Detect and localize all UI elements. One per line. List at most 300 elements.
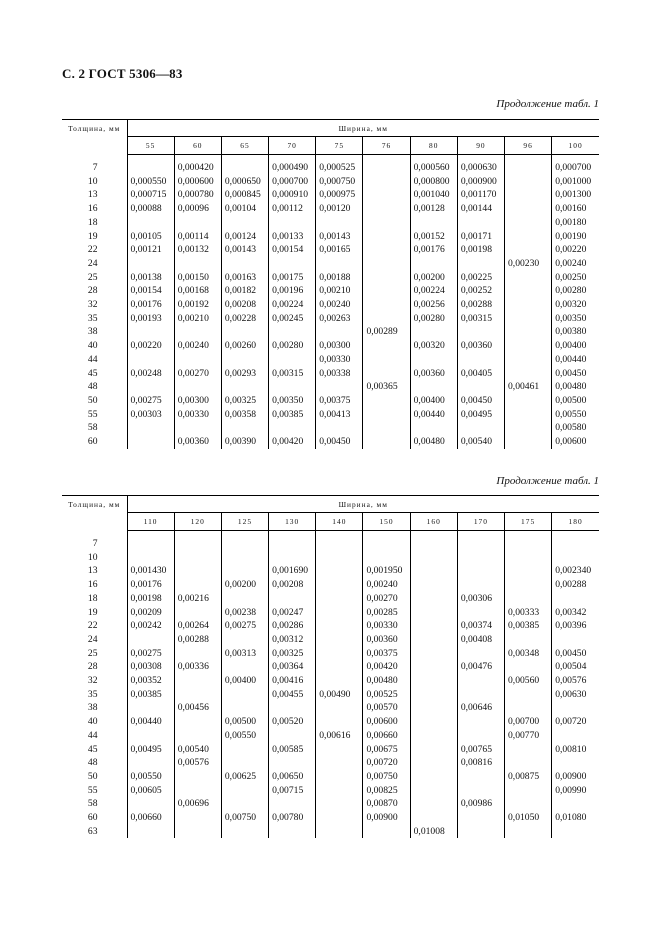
thickness-cell: 35 [62, 688, 127, 702]
value-cell [505, 271, 552, 285]
value-cell: 0,00128 [410, 202, 457, 216]
value-cell [316, 811, 363, 825]
value-cell: 0,00263 [316, 312, 363, 326]
table-row [62, 647, 599, 661]
value-cell [363, 339, 410, 353]
value-cell: 0,00144 [457, 202, 504, 216]
value-cell: 0,00240 [363, 578, 410, 592]
value-cell [127, 797, 174, 811]
value-cell: 0,00104 [221, 202, 268, 216]
value-cell: 0,00550 [127, 770, 174, 784]
value-cell [269, 380, 316, 394]
value-cell: 0,00450 [555, 367, 587, 379]
value-cell [505, 175, 552, 189]
thickness-cell: 10 [62, 175, 127, 189]
value-cell [221, 756, 268, 770]
value-cell: 0,00165 [316, 243, 363, 257]
value-cell [174, 537, 221, 551]
value-cell [221, 743, 268, 757]
value-cell: 0,00154 [269, 243, 316, 257]
value-cell: 0,000650 [221, 175, 268, 189]
value-cell: 0,00700 [505, 715, 552, 729]
value-cell: 0,00350 [269, 394, 316, 408]
value-cell: 0,00495 [127, 743, 174, 757]
value-cell: 0,000910 [269, 188, 316, 202]
value-cell [505, 312, 552, 326]
value-cell [552, 797, 599, 811]
value-cell [410, 784, 457, 798]
value-cell [316, 551, 363, 565]
value-cell [221, 325, 268, 339]
value-cell: 0,00275 [127, 394, 174, 408]
width-header: Ширина, мм [127, 496, 599, 513]
value-cell [221, 660, 268, 674]
width-column-header: 140 [316, 513, 363, 531]
table-row [62, 202, 599, 216]
value-cell: 0,00308 [127, 660, 174, 674]
thickness-cell: 44 [62, 729, 127, 743]
value-cell [316, 701, 363, 715]
value-cell [363, 367, 410, 381]
value-cell: 0,00365 [363, 380, 410, 394]
value-cell [505, 325, 552, 339]
value-cell: 0,00360 [410, 367, 457, 381]
value-cell: 0,00456 [174, 701, 221, 715]
table-row [62, 784, 599, 798]
thickness-cell: 18 [62, 216, 127, 230]
value-cell: 0,00550 [221, 729, 268, 743]
value-cell: 0,00400 [410, 394, 457, 408]
value-cell: 0,00264 [174, 619, 221, 633]
value-cell [410, 380, 457, 394]
thickness-cell: 50 [62, 394, 127, 408]
value-cell: 0,00490 [316, 688, 363, 702]
table-row [62, 435, 599, 449]
width-column-header: 96 [505, 137, 552, 155]
value-cell: 0,00560 [505, 674, 552, 688]
value-cell: 0,00408 [457, 633, 504, 647]
thickness-cell: 32 [62, 674, 127, 688]
thickness-cell: 63 [62, 825, 127, 839]
value-cell: 0,001300 [555, 189, 592, 201]
value-cell [363, 537, 410, 551]
value-cell: 0,01080 [555, 812, 587, 824]
value-cell: 0,00646 [457, 701, 504, 715]
value-cell [363, 312, 410, 326]
value-cell: 0,00190 [555, 230, 587, 242]
thickness-cell: 40 [62, 715, 127, 729]
table-row [62, 312, 599, 326]
value-cell: 0,00600 [363, 715, 410, 729]
table-row [62, 175, 599, 189]
value-cell: 0,001950 [363, 564, 410, 578]
value-cell: 0,00224 [410, 284, 457, 298]
value-cell [363, 257, 410, 271]
value-cell: 0,00390 [221, 435, 268, 449]
thickness-cell: 19 [62, 606, 127, 620]
value-cell: 0,00750 [363, 770, 410, 784]
value-cell [269, 353, 316, 367]
thickness-cell: 44 [62, 353, 127, 367]
value-cell [316, 784, 363, 798]
value-cell [363, 175, 410, 189]
value-cell: 0,00160 [555, 203, 587, 215]
value-cell: 0,00112 [269, 202, 316, 216]
value-cell [457, 537, 504, 551]
table-row [62, 216, 599, 230]
value-cell: 0,00210 [316, 284, 363, 298]
value-cell: 0,00333 [505, 606, 552, 620]
value-cell: 0,00576 [555, 675, 587, 687]
value-cell [316, 825, 363, 839]
value-cell [221, 216, 268, 230]
value-cell [221, 688, 268, 702]
value-cell: 0,00242 [127, 619, 174, 633]
value-cell [269, 537, 316, 551]
table-row [62, 743, 599, 757]
value-cell: 0,00096 [174, 202, 221, 216]
value-cell: 0,00480 [555, 381, 587, 393]
value-cell: 0,00330 [174, 408, 221, 422]
value-cell: 0,00285 [363, 606, 410, 620]
value-cell [457, 551, 504, 565]
value-cell [552, 592, 599, 606]
value-cell [410, 353, 457, 367]
value-cell [174, 715, 221, 729]
value-cell: 0,00175 [269, 271, 316, 285]
value-cell [410, 592, 457, 606]
value-cell: 0,00300 [174, 394, 221, 408]
value-cell: 0,00986 [457, 797, 504, 811]
value-cell [316, 421, 363, 435]
thickness-cell: 60 [62, 435, 127, 449]
value-cell: 0,00540 [174, 743, 221, 757]
value-cell [505, 353, 552, 367]
value-cell [363, 435, 410, 449]
value-cell [221, 592, 268, 606]
value-cell [174, 216, 221, 230]
value-cell [269, 551, 316, 565]
value-cell: 0,00450 [457, 394, 504, 408]
value-cell [316, 647, 363, 661]
value-cell: 0,00230 [505, 257, 552, 271]
thickness-cell: 28 [62, 284, 127, 298]
value-cell [410, 633, 457, 647]
table-row [62, 325, 599, 339]
value-cell: 0,00163 [221, 271, 268, 285]
value-cell [363, 298, 410, 312]
value-cell: 0,00375 [363, 647, 410, 661]
value-cell [505, 797, 552, 811]
value-cell [410, 257, 457, 271]
value-cell [410, 688, 457, 702]
value-cell: 0,00440 [555, 353, 587, 365]
table-row [62, 701, 599, 715]
value-cell [552, 551, 599, 565]
value-cell [363, 188, 410, 202]
value-cell [174, 729, 221, 743]
value-cell [505, 660, 552, 674]
value-cell: 0,00288 [174, 633, 221, 647]
value-cell: 0,00300 [316, 339, 363, 353]
value-cell: 0,000700 [555, 162, 592, 173]
value-cell [457, 647, 504, 661]
value-cell: 0,00275 [127, 647, 174, 661]
value-cell: 0,00196 [269, 284, 316, 298]
value-cell [174, 353, 221, 367]
table-row [62, 756, 599, 770]
value-cell [505, 202, 552, 216]
table-row [62, 380, 599, 394]
value-cell: 0,00312 [269, 633, 316, 647]
value-cell [174, 551, 221, 565]
value-cell: 0,00315 [269, 367, 316, 381]
value-cell [457, 353, 504, 367]
value-cell: 0,00193 [127, 312, 174, 326]
value-cell: 0,00338 [316, 367, 363, 381]
value-cell: 0,01050 [505, 811, 552, 825]
thickness-cell: 48 [62, 756, 127, 770]
value-cell [457, 216, 504, 230]
value-cell: 0,00275 [221, 619, 268, 633]
table-row [62, 564, 599, 578]
page-header: С. 2 ГОСТ 5306—83 [62, 66, 183, 81]
value-cell [174, 674, 221, 688]
value-cell: 0,00375 [316, 394, 363, 408]
value-cell: 0,00180 [555, 216, 587, 228]
table-row [62, 729, 599, 743]
value-cell [174, 784, 221, 798]
value-cell [221, 353, 268, 367]
value-cell [127, 825, 174, 839]
value-cell [221, 784, 268, 798]
value-cell [505, 537, 552, 551]
value-cell: 0,001170 [457, 188, 504, 202]
value-cell: 0,00280 [410, 312, 457, 326]
value-cell: 0,00455 [269, 688, 316, 702]
thickness-cell: 50 [62, 770, 127, 784]
value-cell: 0,00900 [555, 770, 587, 782]
table-row [62, 551, 599, 565]
width-column-header: 90 [457, 137, 504, 155]
value-cell: 0,00870 [363, 797, 410, 811]
value-cell: 0,00765 [457, 743, 504, 757]
value-cell: 0,00570 [363, 701, 410, 715]
value-cell: 0,00405 [457, 367, 504, 381]
table-row [62, 825, 599, 839]
thickness-cell: 55 [62, 784, 127, 798]
value-cell: 0,00825 [363, 784, 410, 798]
value-cell [363, 551, 410, 565]
table-row [62, 660, 599, 674]
value-cell: 0,00440 [410, 408, 457, 422]
thickness-cell: 25 [62, 271, 127, 285]
thickness-cell: 22 [62, 619, 127, 633]
value-cell [457, 688, 504, 702]
value-cell: 0,00240 [174, 339, 221, 353]
value-cell: 0,000800 [410, 175, 457, 189]
value-cell: 0,00260 [221, 339, 268, 353]
value-cell [457, 564, 504, 578]
value-cell: 0,000975 [316, 188, 363, 202]
value-cell [457, 715, 504, 729]
value-cell: 0,00313 [221, 647, 268, 661]
value-cell [505, 230, 552, 244]
value-cell [457, 770, 504, 784]
value-cell: 0,00210 [174, 312, 221, 326]
value-cell [174, 606, 221, 620]
value-cell [505, 367, 552, 381]
value-cell: 0,00330 [363, 619, 410, 633]
table-caption: Продолжение табл. 1 [496, 98, 599, 110]
value-cell: 0,00198 [457, 243, 504, 257]
value-cell: 0,00416 [269, 674, 316, 688]
value-cell: 0,000845 [221, 188, 268, 202]
table-row [62, 284, 599, 298]
table-row [62, 408, 599, 422]
value-cell: 0,00133 [269, 230, 316, 244]
value-cell: 0,00720 [363, 756, 410, 770]
value-cell: 0,00715 [269, 784, 316, 798]
value-cell [505, 688, 552, 702]
value-cell: 0,00900 [363, 811, 410, 825]
value-cell: 0,00256 [410, 298, 457, 312]
table-row [62, 421, 599, 435]
value-cell [363, 230, 410, 244]
value-cell [457, 380, 504, 394]
value-cell: 0,00440 [127, 715, 174, 729]
value-cell [363, 243, 410, 257]
value-cell [127, 216, 174, 230]
value-cell [457, 606, 504, 620]
table-row [62, 797, 599, 811]
value-cell [457, 578, 504, 592]
value-cell [505, 743, 552, 757]
value-cell [363, 353, 410, 367]
value-cell: 0,00182 [221, 284, 268, 298]
value-cell [316, 257, 363, 271]
table-row [62, 367, 599, 381]
value-cell [221, 551, 268, 565]
value-cell: 0,00247 [269, 606, 316, 620]
value-cell [505, 564, 552, 578]
width-column-header: 175 [505, 513, 552, 531]
width-column-header: 110 [127, 513, 174, 531]
value-cell [410, 811, 457, 825]
value-cell [316, 537, 363, 551]
value-cell [410, 797, 457, 811]
value-cell [410, 325, 457, 339]
value-cell: 0,001040 [410, 188, 457, 202]
table-row [62, 271, 599, 285]
table-row [62, 811, 599, 825]
value-cell: 0,00720 [555, 716, 587, 728]
value-cell [269, 421, 316, 435]
value-cell [127, 729, 174, 743]
value-cell: 0,00696 [174, 797, 221, 811]
value-cell [410, 743, 457, 757]
value-cell [269, 797, 316, 811]
value-cell [457, 729, 504, 743]
value-cell [316, 756, 363, 770]
value-cell: 0,00270 [174, 367, 221, 381]
value-cell [457, 811, 504, 825]
value-cell: 0,00360 [174, 435, 221, 449]
value-cell: 0,00350 [555, 312, 587, 324]
thickness-cell: 38 [62, 701, 127, 715]
thickness-cell: 58 [62, 421, 127, 435]
value-cell: 0,00650 [269, 770, 316, 784]
width-column-header: 70 [269, 137, 316, 155]
value-cell [174, 380, 221, 394]
value-cell: 0,000715 [127, 188, 174, 202]
value-cell: 0,00364 [269, 660, 316, 674]
value-cell [221, 537, 268, 551]
value-cell [363, 421, 410, 435]
thickness-cell: 40 [62, 339, 127, 353]
value-cell: 0,00240 [555, 257, 587, 269]
value-cell: 0,00360 [457, 339, 504, 353]
value-cell [127, 380, 174, 394]
value-cell: 0,00315 [457, 312, 504, 326]
table-row [62, 161, 599, 175]
value-cell: 0,00385 [505, 619, 552, 633]
value-cell [269, 701, 316, 715]
value-cell [363, 394, 410, 408]
thickness-cell: 28 [62, 660, 127, 674]
value-cell [174, 325, 221, 339]
value-cell: 0,00358 [221, 408, 268, 422]
value-cell [505, 161, 552, 175]
value-cell: 0,00240 [316, 298, 363, 312]
value-cell [269, 729, 316, 743]
thickness-cell: 38 [62, 325, 127, 339]
value-cell: 0,00303 [127, 408, 174, 422]
value-cell [316, 619, 363, 633]
value-cell [316, 578, 363, 592]
value-cell: 0,00480 [410, 435, 457, 449]
value-cell: 0,00208 [221, 298, 268, 312]
value-cell [505, 394, 552, 408]
table-row [62, 353, 599, 367]
value-cell [505, 551, 552, 565]
value-cell [410, 701, 457, 715]
value-cell: 0,001430 [127, 564, 174, 578]
value-cell: 0,000780 [174, 188, 221, 202]
value-cell [269, 216, 316, 230]
value-cell: 0,00500 [555, 394, 587, 406]
value-cell [505, 701, 552, 715]
value-cell: 0,00660 [363, 729, 410, 743]
value-cell: 0,00288 [555, 579, 587, 591]
value-cell [363, 408, 410, 422]
value-cell [505, 243, 552, 257]
value-cell: 0,000550 [127, 175, 174, 189]
value-cell: 0,00380 [555, 326, 587, 338]
thickness-cell: 16 [62, 578, 127, 592]
value-cell: 0,00660 [127, 811, 174, 825]
value-cell: 0,00504 [555, 661, 587, 673]
value-cell: 0,00220 [127, 339, 174, 353]
value-cell: 0,00288 [457, 298, 504, 312]
thickness-cell: 35 [62, 312, 127, 326]
value-cell [127, 161, 174, 175]
value-cell [410, 564, 457, 578]
value-cell [552, 825, 599, 839]
value-cell: 0,00576 [174, 756, 221, 770]
width-column-header: 170 [457, 513, 504, 531]
value-cell: 0,00810 [555, 743, 587, 755]
